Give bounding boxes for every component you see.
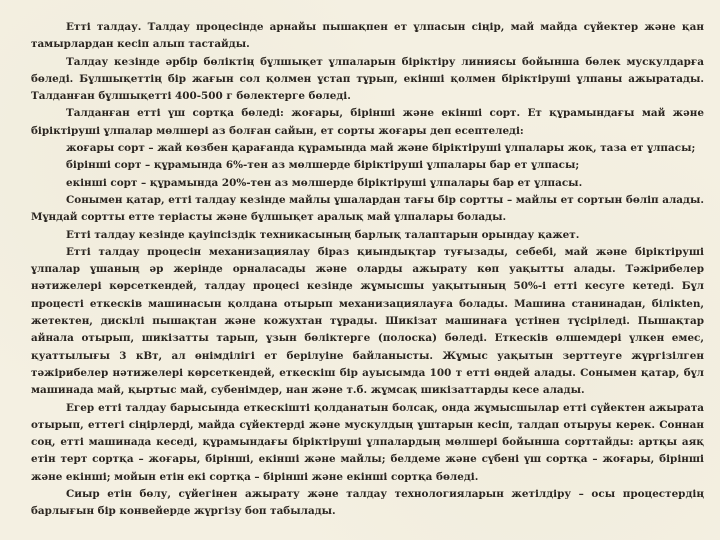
paragraph-1: Етті талдау. Талдау процесінде арнайы пышақпен ет ұлпасын сіңір, май майда сүйектер және қан тамырлардан кесіп алып тастайды. (31, 21, 704, 51)
paragraph-10: Егер етті талдау барысында еткескішті қолданатын болсақ, онда жұмысшылар етті сүйектен ажырата отырып, еттегі сіңірлерді, майда сүйектерді және мускулдың ұштарын кесіп, талдап отыруы керек. Соннан соң, етті машинада кеседі, құрамындағы біріктіруші ұлпалардың мөлшері бойынша сорттайды: артқы аяқ етін терт сортқа – жоғары, бірінші, екінші және майлы; белдеме және сүбені үш сортқа – жоғары, бірінші және екінші; мойын етін екі сортқа – бірінші және екінші сортқа бөледі. (31, 401, 704, 483)
paragraph-2: Талдау кезінде әрбір бөліктің бұлшықет ұлпаларын біріктіру линиясы бойынша бөлек мускулдарға бөледі. Бұлшықеттің бір жағын сол қолмен ұстап тұрып, екінші қолмен біріктіруші ұлпаны ажыратады. Талданған бұлшықетті 400-500 г бөлектерге бөледі. (31, 55, 704, 103)
paragraph-11: Сиыр етін бөлу, сүйегінен ажырату және талдау технологияларын жетілдіру – осы процестердің барлығын бір конвейерде жүргізу боп табылады. (31, 488, 704, 518)
paragraph-6: екінші сорт – құрамында 20%-тен аз мөлшерде біріктіруші ұлпалары бар ет ұлпасы. (66, 176, 583, 189)
paragraph-7: Сонымен қатар, етті талдау кезінде майлы ұшалардан тағы бір сортты – майлы ет сортын бөліп алады. Мұндай сортты етте теріасты және бұлшықет аралық май ұлпалары болады. (31, 193, 704, 224)
paragraph-4: жоғары сорт – жай көзбен қарағанда құрамында май және біріктіруші ұлпалары жоқ, таза ет ұлпасы; (66, 142, 696, 155)
paragraph-9: Етті талдау процесін механизациялау біраз қиындықтар туғызады, себебі, май және біріктіруші ұлпалар ұшаның әр жерінде орналасады және оларды ажырату көп уақытты алады. Тәжірибелер нәтижелері көрсеткендей, талдау процесі кезінде жұмысшы уақытының 50%-і етті кесуге кетеді. Бұл процесті еткесків машинасын қолдана отырып механизациялауға болады. Машина станинадан, білікten, жетектен, дискілі пышақтан және кожухтан тұрады. Шикізат машинаға үстінен түсіріледі. Пышақтар айнала отырып, шикізатты тарып, ұзын бөліктерге (полоска) бөледі. Еткесків өлшемдері үлкен емес, қуаттылығы 3 кВт, ал өнімділігі ет берілуіне байланысты. Жұмыс уақытын зерттеуге жүргізілген тәжірибелер нәтижелері көрсеткендей, еткескіш бір ауысымда 100 т етті өңдей алады. Сонымен қатар, бұл машинада май, қыртыс май, субенімдер, нан және т.б. жұмсақ шикізаттарды кесе алады. (31, 245, 704, 397)
paragraph-8: Етті талдау кезінде қауіпсіздік техникасының барлық талаптарын орындау қажет. (66, 228, 580, 241)
paragraph-3: Талданған етті үш сортқа бөледі: жоғары, бірінші және екінші сорт. Ет құрамындағы май және біріктіруші ұлпалар мөлшері аз болған сайын, ет сорты жоғары деп есептеледі: (31, 107, 704, 137)
document-body (31, 19, 704, 521)
paragraph-5: бірінші сорт – құрамында 6%-тен аз мөлшерде біріктіруші ұлпалары бар ет ұлпасы; (66, 159, 580, 172)
